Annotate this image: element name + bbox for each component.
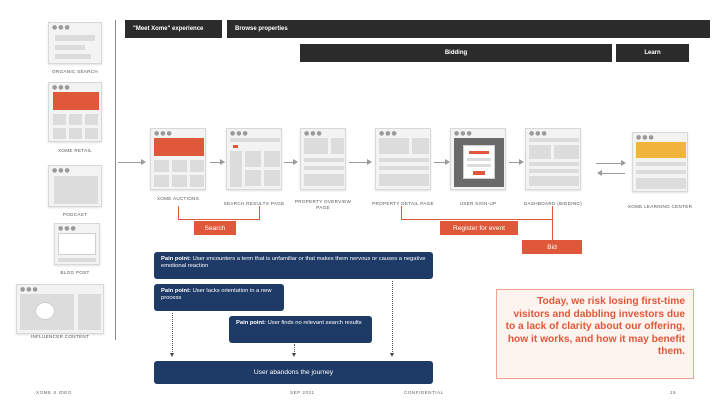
screen-xome-learning-center-label: XOME LEARNING CENTER (627, 204, 693, 209)
channel-podcast-label: PODCAST (62, 212, 88, 217)
phase-bidding: Bidding (300, 44, 612, 62)
screen-dashboard-bidding-label: DASHBOARD (BIDDING) (523, 201, 583, 206)
pain-point-prefix: Pain point: (161, 288, 191, 294)
flow-arrow-head (220, 159, 225, 165)
pain-point-lacks-orientation (154, 284, 284, 311)
channel-xome-retail-label: XOME RETAIL (58, 148, 92, 153)
channel-xome-retail-thumbnail: ●●● (48, 82, 102, 142)
screen-user-sign-up: ●●● (450, 128, 506, 190)
flow-arrow-line (349, 162, 368, 163)
screen-xome-auctions-label: XOME AUCTIONS (156, 196, 200, 201)
dotted-connector-head (292, 353, 296, 357)
screen-property-overview-label: PROPERTY OVERVIEW PAGE (294, 199, 352, 210)
channel-blog-post-thumbnail: ●●● (54, 223, 100, 265)
channel-organic-search-label: ORGANIC SEARCH (51, 69, 99, 74)
flow-arrow-head-return (597, 170, 602, 176)
flow-arrow-head (141, 159, 146, 165)
bid-connector (552, 208, 553, 240)
key-insight-callout: Today, we risk losing first-time visitors and dabbling investors due to a lack of clarity about our offering, how it works, and how it may benefit them. (496, 289, 694, 379)
pain-point-prefix: Pain point: (236, 320, 266, 326)
pain-point-no-search-results (229, 316, 372, 343)
screen-property-overview: ●●● (300, 128, 346, 190)
phase-meet-xome: "Meet Xome" experience (125, 20, 222, 38)
flow-arrow-line-return (601, 173, 625, 174)
flow-arrow-head (293, 159, 298, 165)
register-for-event-action-tag: Register for event (440, 221, 518, 235)
search-action-tag: Search (194, 221, 236, 235)
phase-browse-properties: Browse properties (227, 20, 710, 38)
dotted-connector (172, 313, 173, 354)
channel-organic-search-thumbnail: ●●● (48, 22, 102, 64)
channel-podcast-thumbnail: ●●● (48, 165, 102, 207)
footer-left: XOME X IDEO (36, 390, 72, 395)
register-bracket (401, 206, 553, 220)
dotted-connector-head (390, 353, 394, 357)
channels-divider (115, 20, 116, 340)
footer-page-number: 15 (670, 390, 677, 395)
user-abandons-journey: User abandons the journey (154, 361, 433, 384)
phase-learn: Learn (616, 44, 689, 62)
flow-arrow-head (367, 159, 372, 165)
channel-influencer-content-label: INFLUENCER CONTENT (30, 334, 90, 339)
flow-arrow-line (118, 162, 142, 163)
footer-confidential: CONFIDENTIAL (404, 390, 444, 395)
flow-arrow-head (519, 159, 524, 165)
screen-property-detail-label: PROPERTY DETAIL PAGE (372, 201, 434, 206)
screen-xome-auctions: ●●● (150, 128, 206, 190)
search-bracket (178, 206, 260, 220)
footer-date: SEP 2021 (290, 390, 315, 395)
screen-user-sign-up-label: USER SIGN-UP (459, 201, 497, 206)
screen-property-detail: ●●● (375, 128, 431, 190)
bid-action-tag: Bid (522, 240, 582, 254)
dotted-connector-head (170, 353, 174, 357)
pain-point-prefix: Pain point: (161, 256, 191, 262)
flow-arrow-head (621, 160, 626, 166)
flow-arrow-line (596, 163, 622, 164)
screen-dashboard-bidding: ●●● (525, 128, 581, 190)
screen-xome-learning-center: ●●● (632, 132, 688, 192)
screen-search-results-label: SEARCH RESULTS PAGE (223, 201, 285, 206)
dotted-connector (392, 281, 393, 354)
channel-blog-post-label: BLOG POST (60, 270, 90, 275)
pain-point-text: User encounters a term that is unfamiliar or that makes them nervous or causes a negative emotional reaction (161, 256, 426, 270)
screen-search-results: ●●● (226, 128, 282, 190)
pain-point-unfamiliar-term (154, 252, 433, 279)
channel-influencer-content-thumbnail: ●●● (16, 284, 104, 334)
pain-point-text: User finds no relevant search results (265, 320, 362, 326)
pain-point-text: User lacks orientation in a new process (161, 288, 272, 302)
